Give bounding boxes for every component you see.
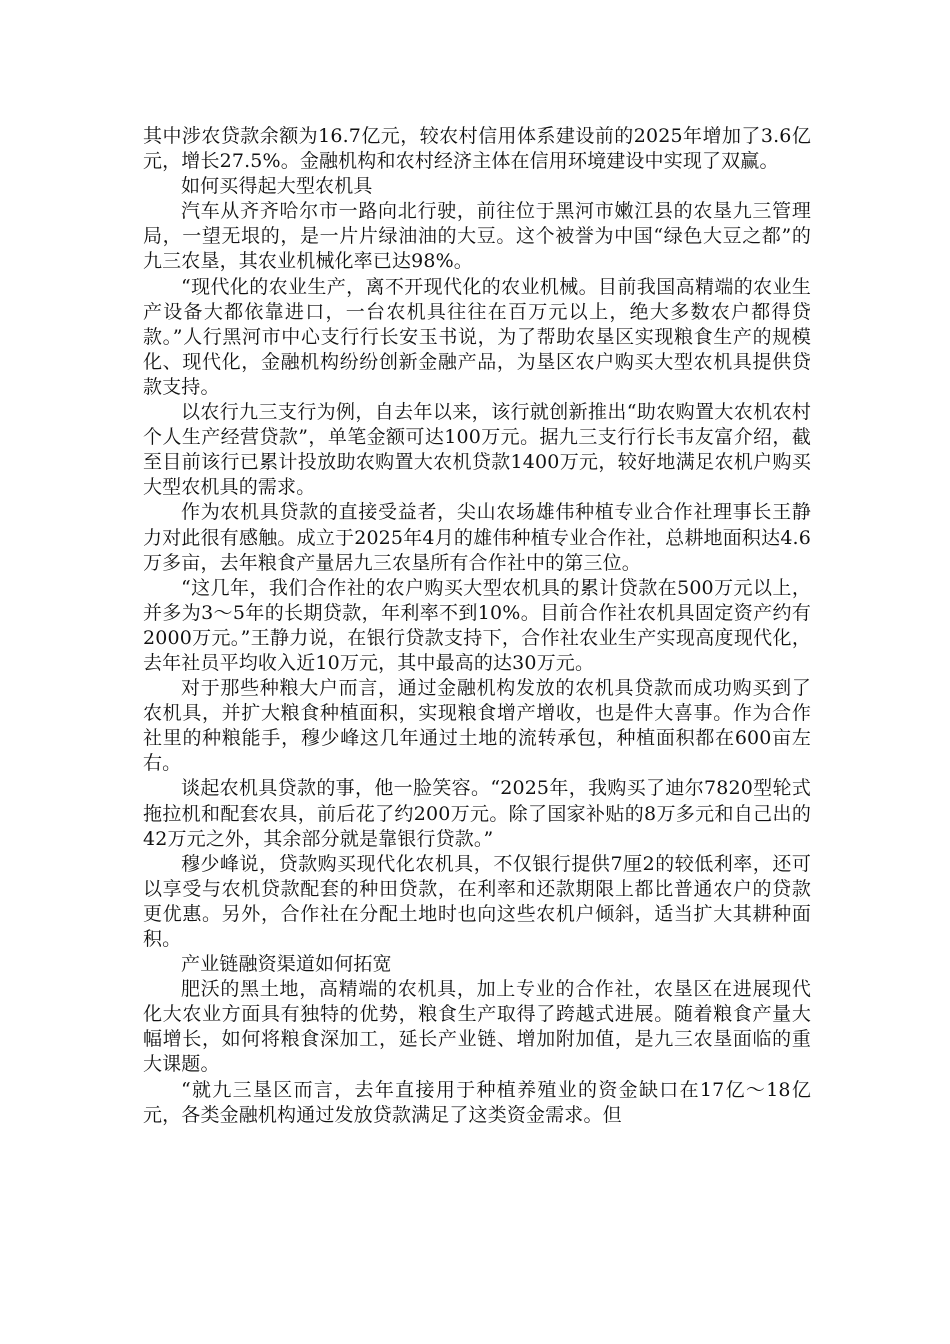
paragraph: 以农行九三支行为例，自去年以来，该行就创新推出“助农购置大农机农村个人生产经营贷款”，单笔金额可达100万元。据九三支行行长韦友富介绍，截至目前该行已累计投放助农购置大农机贷款1400万元，较好地满足农机户购买大型农机具的需求。: [143, 401, 811, 499]
document-page: [143, 124, 811, 1128]
paragraph: 作为农机具贷款的直接受益者，尖山农场雄伟种植专业合作社理事长王静力对此很有感触。成立于2025年4月的雄伟种植专业合作社，总耕地面积达4.6万多亩，去年粮食产量居九三农垦所有合作社中的第三位。: [143, 501, 811, 574]
paragraph: 其中涉农贷款余额为16.7亿元，较农村信用体系建设前的2025年增加了3.6亿元，增长27.5%。金融机构和农村经济主体在信用环境建设中实现了双赢。: [143, 125, 811, 173]
paragraph: “现代化的农业生产，离不开现代化的农业机械。目前我国高精端的农业生产设备大都依靠进口，一台农机具往往在百万元以上，绝大多数农户都得贷款。”人行黑河市中心支行行长安玉书说，为了帮助农垦区实现粮食生产的规模化、现代化，金融机构纷纷创新金融产品，为垦区农户购买大型农机具提供贷款支持。: [143, 275, 811, 398]
section-heading: 产业链融资渠道如何拓宽: [181, 953, 392, 976]
paragraph: “就九三垦区而言，去年直接用于种植养殖业的资金缺口在17亿～18亿元，各类金融机构通过发放贷款满足了这类资金需求。但: [143, 1078, 811, 1126]
paragraph: “这几年，我们合作社的农户购买大型农机具的累计贷款在500万元以上，并多为3～5年的长期贷款，年利率不到10%。目前合作社农机具固定资产约有2000万元。”王静力说，在银行贷款支持下，合作社农业生产实现高度现代化，去年社员平均收入近10万元，其中最高的达30万元。: [143, 576, 811, 674]
paragraph: 肥沃的黑土地，高精端的农机具，加上专业的合作社，农垦区在进展现代化大农业方面具有独特的优势，粮食生产取得了跨越式进展。随着粮食产量大幅增长，如何将粮食深加工，延长产业链、增加附加值，是九三农垦面临的重大课题。: [143, 978, 811, 1076]
paragraph: 汽车从齐齐哈尔市一路向北行驶，前往位于黑河市嫩江县的农垦九三管理局，一望无垠的，是一片片绿油油的大豆。这个被誉为中国“绿色大豆之都”的九三农垦，其农业机械化率已达98%。: [143, 200, 811, 273]
paragraph: 对于那些种粮大户而言，通过金融机构发放的农机具贷款而成功购买到了农机具，并扩大粮食种植面积，实现粮食增产增收，也是件大喜事。作为合作社里的种粮能手，穆少峰这几年通过土地的流转承包，种植面积都在600亩左右。: [143, 677, 811, 775]
section-heading: 如何买得起大型农机具: [181, 175, 373, 198]
paragraph: 谈起农机具贷款的事，他一脸笑容。“2025年，我购买了迪尔7820型轮式拖拉机和配套农具，前后花了约200万元。除了国家补贴的8万多元和自己出的42万元之外，其余部分就是靠银行贷款。”: [143, 777, 811, 850]
paragraph: 穆少峰说，贷款购买现代化农机具，不仅银行提供7厘2的较低利率，还可以享受与农机贷款配套的种田贷款，在利率和还款期限上都比普通农户的贷款更优惠。另外，合作社在分配土地时也向这些农机户倾斜，适当扩大其耕种面积。: [143, 852, 811, 950]
